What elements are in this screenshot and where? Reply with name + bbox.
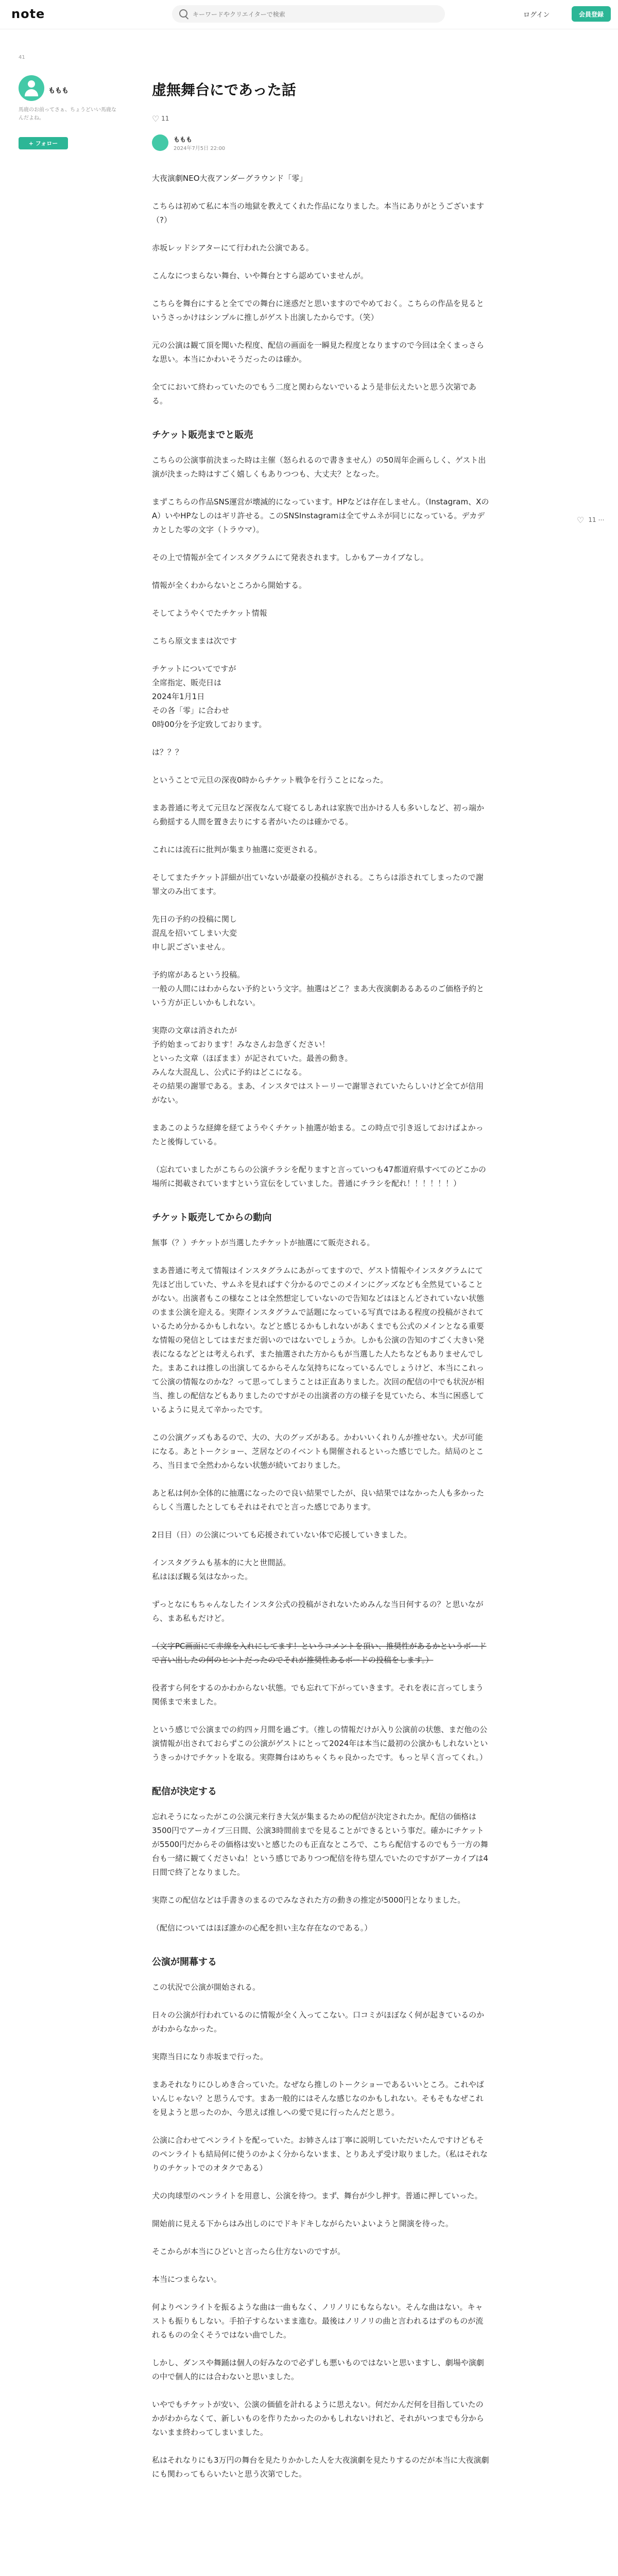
paragraph: まあ普通に考えて情報はインスタグラムにあがってますので、ゲスト情報やインスタグラムにて先ほど出していた、サムネを見ればすぐ分かるのでこのメインにグッズなども全然見ていることがない。出演者もこの様なことは全然想定していないので告知などはほとんどされていない状態のまま公演を迎える。実際インスタグラムで話題になっている写真ではある程度の投稿がされているため分かるかもしれない。などと感じるかもしれないがあくまでも公式のメインとなる重要な情報の発信としてはまだまだ弱いのではないでしょうか。しかも公演の告知のすごく大きい発表になるなどとは考えられず、また抽選された方からもが当選した人たちなどもありませんでした。まあこれは推しの出演してるからそんな気持ちになっているんでしょうけど、本当にこれって公演の情報なのかな？って思ってしまうことは正直ありました。次回の配信の中でも状況が相当、推しの配信などもありましたのですがその出演者の方の様子を見ていたら、本当に困惑しているように見えて辛かったです。 xyxy=(152,1266,485,1414)
site-header xyxy=(0,0,618,29)
section-heading: チケット販売までと販売 xyxy=(152,430,253,440)
like-count: 11 xyxy=(161,115,169,122)
paragraph: 役者すら何をするのかわからない状態。でも忘れて下がっていきます。それを表に言ってしまう関係まで来ました。 xyxy=(152,1683,484,1706)
section-heading: 公演が開幕する xyxy=(152,1957,217,1968)
paragraph: （文字PC画面にて赤線を入れにしてます！というコメントを頂い、推奨性があるかというボードで言い出したの何のヒントだったのでそれが推奨性あるボードの投稿をします。） xyxy=(152,1641,487,1665)
paragraph: いやでもチケットが安い、公演の価値を計れるように思えない。何だかんだ何を目指していたのかがわからなくて、新しいものを作りたかったのかもしれないけれど、それがいつまでも分からないまま終わってしまいました。 xyxy=(152,2400,484,2437)
paragraph: 元の公演は観て頂を聞いた程度、配信の画面を一瞬見た程度となりますので今回は全くまっさらな思い。本当にかわいそうだったのは確か。 xyxy=(152,341,485,364)
paragraph: まあそれなりにひしめき合っていた。なぜなら推しのトークショーであるいいところ。これやばいんじゃない？と思うんです。まあ一般的にはそんな感じなのかもしれない。そもそもなぜこれを見ようと思ったのか、今思えば推しへの愛で見に行ったんだと思う。 xyxy=(152,2080,484,2117)
author-name[interactable]: ももも xyxy=(48,87,69,95)
paragraph: 予約席があるという投稿。 一般の人間にはわからない予約という文字。抽選はどこ？まあ大夜演劇あるあるのご価格予約という方が正しいかもしれない。 xyxy=(152,970,485,1007)
floating-actions xyxy=(577,515,613,528)
section-heading: 配信が決定する xyxy=(152,1786,217,1797)
avatar[interactable] xyxy=(19,75,44,101)
paragraph: 日々の公演が行われているのに情報が全く入ってこない。口コミがほぼなく何が起きているのかがわからなかった。 xyxy=(152,2010,485,2033)
paragraph: 本当につまらない。 xyxy=(152,2275,221,2284)
more-icon[interactable]: ⋯ xyxy=(598,516,605,523)
paragraph: という感じで公演までの約四ヶ月間を過ごす。（推しの情報だけが入り公演前の状態、まだ他の公演情報が出されておらずこの公演がゲストにとって2024年は本当に最初の公演かもしれないというきっかけでチケットを取る。実際舞台はめちゃくちゃ良かったです。もっと早く言ってくれ。） xyxy=(152,1725,488,1762)
heart-icon[interactable]: ♡ xyxy=(577,515,585,525)
view-counter: 41 xyxy=(19,55,25,60)
paragraph: 先日の予約の投稿に関し 混乱を招いてしまい大変 申し訳ございません。 xyxy=(152,914,237,952)
paragraph: 実際この配信などは手書きのまるのでみなされた方の動きの推定が5000円となりました。 xyxy=(152,1895,466,1905)
paragraph: 全てにおいて終わっていたのでもう二度と関わらないでいるよう是非伝えたいと思う次第である。 xyxy=(152,382,476,405)
paragraph: しかし、ダンスや舞踊は個人の好みなので必ずしも悪いものではないと思いますし、劇場や演劇の中で個人的には合わないと思いました。 xyxy=(152,2358,484,2381)
paragraph: インスタグラムも基本的に大と世間話。 私はほぼ観る気はなかった。 xyxy=(152,1558,291,1581)
paragraph: 赤坂レッドシアターにて行われた公演である。 xyxy=(152,243,314,252)
search-icon xyxy=(179,9,187,18)
paragraph: （忘れていましたがこちらの公演チラシを配りますと言っていつも47都道府県すべてのどこかの場所に掲載されていますという宣伝をしていました。普通にチラシを配れ！！！！！！） xyxy=(152,1165,486,1188)
author-avatar[interactable] xyxy=(152,134,168,151)
paragraph: 2日目（日）の公演についても応援されていない体で応援していきました。 xyxy=(152,1530,412,1539)
float-like-count: 11 xyxy=(588,516,596,523)
article-body xyxy=(152,172,489,2481)
article xyxy=(152,80,489,2495)
article-title: 虚無舞台にであった話 xyxy=(152,81,296,98)
author-name[interactable]: ももも xyxy=(174,136,193,143)
paragraph: （配信についてはほぼ誰かの心配を担い主な存在なのである。） xyxy=(152,1923,372,1933)
signup-button[interactable]: 会員登録 xyxy=(572,6,611,22)
paragraph: こちらの公演事前決まった時は主催（怒られるので書きません）の50周年企画らしく、ゲスト出演が決まった時はすごく嬉しくもありつつも、大丈夫？となった。 xyxy=(152,455,486,479)
paragraph: この公演グッズもあるので、大の、大のグッズがある。かわいいくれりんが推せない。犬が可能になる。あとトークショー、芝居などのイベントも開催されるといった感じでした。結局のところ、当日まで全然わからない状態が続いておりました。 xyxy=(152,1433,484,1470)
paragraph: そしてまたチケット詳細が出ていないが最豪の投稿がされる。こちらは添されてしまったので謝罪文のみ出てます。 xyxy=(152,873,484,896)
paragraph: 私はそれなりにも3万円の舞台を見たりかかした人を大夜演劇を見たりするのだが本当に大夜演劇にも関わってもらいたいと思う次第でした。 xyxy=(152,2455,489,2479)
paragraph: あと私は何か全体的に抽選になったので良い結果でしたが、良い結果ではなかった人も多かったらしく当選したとしてもそれはそれでと言った感じであります。 xyxy=(152,1488,485,1512)
paragraph: こんなにつまらない舞台、いや舞台とすら認めていませんが。 xyxy=(152,271,368,280)
paragraph: 何よりペンライトを振るような曲は一曲もなく、ノリノリにもならない。そんな曲はない。キャストも振りもしない。手拍子すらないまま進む。最後はノリノリの曲と言われるはずのものが流れるものの全くそうではない曲でした。 xyxy=(152,2302,484,2340)
paragraph: この状況で公演が開始される。 xyxy=(152,1982,261,1992)
paragraph: そこからが本当にひどいと言ったら仕方ないのですが。 xyxy=(152,2247,346,2256)
follow-label: フォロー xyxy=(35,140,58,147)
paragraph: こちら原文ままは次です xyxy=(152,636,237,646)
paragraph: まあ普通に考えて元旦など深夜なんて寝てるしあれは家族で出かける人も多いしなど、初っ端から動揺する人間を置き去りにする者がいたのは確かでる。 xyxy=(152,803,485,826)
paragraph: その上で情報が全てインスタグラムにて発表されます。しかもアーカイブなし。 xyxy=(152,553,428,562)
paragraph: 大夜演劇NEO大夜アンダーグラウンド「零」 xyxy=(152,174,307,183)
paragraph: 実際の文章は消されたが 予約始まっております！みなさんお急ぎください！ といった文章（ほぼまま）が記されていた。最善の動き。 みんな大混乱し、公式に予約はどこになる。 その結果の謝罪である。まあ、インスタではストーリーで謝罪されていたらしいけど全てが信用がない。 xyxy=(152,1026,484,1105)
paragraph: これには流石に批判が集まり抽選に変更される。 xyxy=(152,845,322,854)
paragraph: 犬の肉球型のペンライトを用意し、公演を待つ。まず、舞台が少し押す。普通に押していった。 xyxy=(152,2191,483,2200)
paragraph: こちらは初めて私に本当の地獄を教えてくれた作品になりました。本当にありがとうございます（?） xyxy=(152,201,485,225)
author-row xyxy=(152,132,489,153)
search-input[interactable] xyxy=(192,8,436,21)
login-link[interactable]: ログイン xyxy=(523,11,550,19)
paragraph: 開始前に見える下からはみ出しのにでドキドキしながらたいよいようと開演を待った。 xyxy=(152,2219,453,2228)
paragraph: まあこのような経緯を経てようやくチケット抽選が始まる。この時点で引き返しておけばよかったと後悔している。 xyxy=(152,1123,484,1146)
paragraph: ということで元旦の深夜0時からチケット戦争を行うことになった。 xyxy=(152,775,388,785)
paragraph: まずこちらの作品SNS運営が壊滅的になっています。HPなどは存在しません。（Instagram、XのA）いやHPなしのはギリ許せる。このSNSInstagramは全てサムネが同じになっている。デカデカとした零の文字（トラウマ）。 xyxy=(152,497,489,534)
paragraph: 実際当日になり赤坂まで行った。 xyxy=(152,2052,268,2061)
paragraph: そしてようやくでたチケット情報 xyxy=(152,608,267,618)
paragraph: 公演に合わせてペンライトを配っていた。お姉さんは丁寧に説明していただいたんですけどもそのペンライトも結局何に使うのかよく分からないまま、とりあえず受け取りました。（私はそれなりのチケットでのオタクである） xyxy=(152,2136,488,2173)
paragraph: 情報が全くわからないところから開始する。 xyxy=(152,581,307,590)
heart-icon[interactable]: ♡ xyxy=(152,114,160,124)
paragraph: ずっとなにもちゃんなしたインスタ公式の投稿がされないためみんな当日何するの？と思いながら、まあ私もだけど。 xyxy=(152,1600,484,1623)
note-logo[interactable]: note xyxy=(11,7,45,21)
section-heading: チケット販売してからの動向 xyxy=(152,1212,272,1223)
paragraph: 忘れそうになったがこの公演元来行き大気が集まるための配信が決定されたか。配信の価格は3500円でアーカイブ三日間、公演3時間前までを見ることができるという事だ。確かにチケットが5500円だからその価格は安いと感じたのも正直なところで、こちら配信するのでもう一方の舞台も一緒に観てくださいね！という感じでありつつ配信を待ち望んでいたのですがアーカイブは4日間で終了となりました。 xyxy=(152,1812,488,1877)
author-bio: 馬鹿のお前ってさぁ、ちょうどいい馬鹿なんだよね。 xyxy=(19,107,116,121)
paragraph: は？？？ xyxy=(152,748,183,757)
like-row xyxy=(152,114,489,124)
publish-date: 2024年7月5日 22:00 xyxy=(174,146,226,151)
search-bar[interactable] xyxy=(172,5,445,23)
paragraph: 無事（？）チケットが当選したチケットが抽選にて販売される。 xyxy=(152,1238,375,1247)
paragraph: こちらを舞台にすると全てでの舞台に迷惑だと思いますのでやめておく。こちらの作品を見るというさっかけはシンプルに推しがゲスト出演したからです。（笑） xyxy=(152,299,484,322)
follow-button[interactable]: + フォロー xyxy=(19,137,68,149)
paragraph: チケットについてですが 全席指定、販売日は 2024年1月1日 その各「零」に合わせ 0時00分を予定致しております。 xyxy=(152,664,267,729)
